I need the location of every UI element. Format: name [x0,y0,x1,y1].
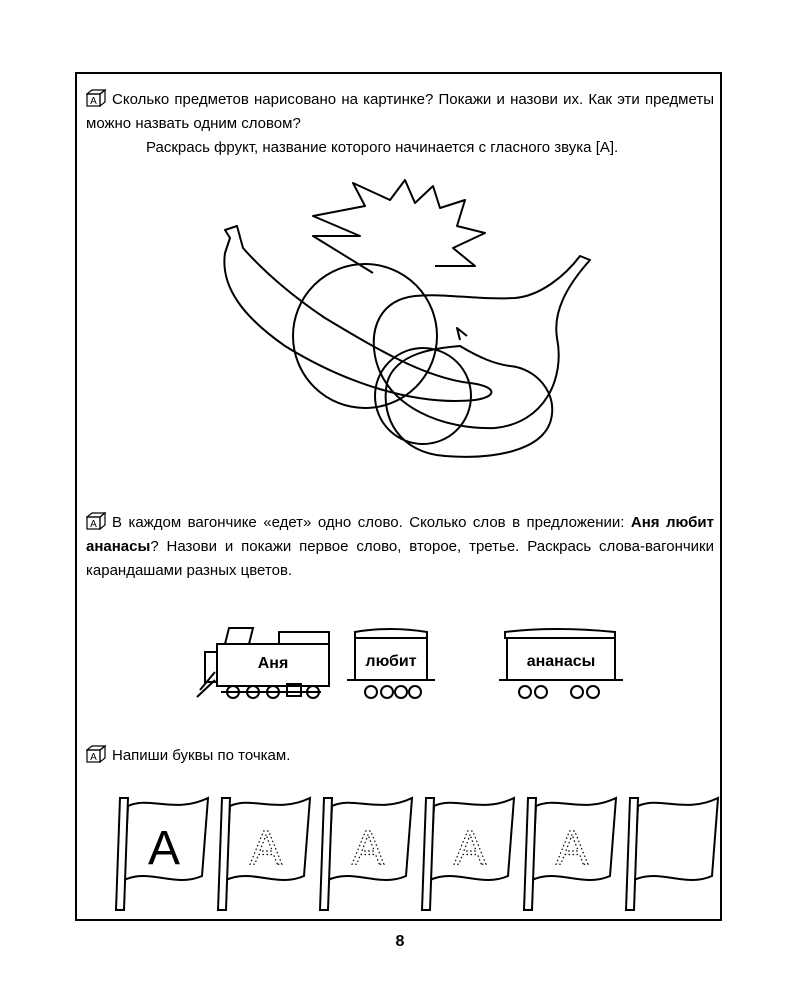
flag-letter-dotted: А [453,822,487,875]
banana-icon [224,226,491,401]
flag-letter-dotted: А [555,822,589,875]
task-2-text-before: В каждом вагончике «едет» одно слово. Сколько слов в предложении: [112,514,631,531]
flag-6 [626,798,718,910]
pear-icon [374,256,590,428]
task-2-paragraph [86,511,714,583]
flag-pole [626,798,638,910]
task-1-paragraph-1 [86,88,714,136]
flag-pole [116,798,128,910]
task-2-text-after: ? Назови и покажи первое слово, второе, третье. Раскрась слова-вагончики карандашами разных цветов. [86,538,714,579]
pineapple-icon [313,180,485,273]
flag-4 [422,798,514,910]
flag-letter-dotted: А [249,822,283,875]
svg-text:A: A [90,96,97,107]
page-number: 8 [395,933,405,950]
train-word-2: любит [365,653,417,670]
flags-row [110,788,720,918]
flag-pole [320,798,332,910]
train-word-1: Аня [257,655,289,672]
flag-pole [422,798,434,910]
pineapple-body [293,264,437,408]
abc-cube-icon [86,512,106,530]
task-1 [86,88,714,160]
orange-icon [375,348,471,444]
flag-1 [116,798,208,910]
flag-cloth [634,798,718,880]
abc-cube-icon [86,745,106,763]
flag-5 [524,798,616,910]
flag-letter-dotted: А [351,822,385,875]
task-3 [86,744,726,768]
svg-text:A: A [90,519,97,530]
task-3-instruction: Напиши буквы по точкам. [112,747,291,764]
train-word-3: ананасы [526,653,596,670]
svg-text:A: A [90,752,97,763]
task-2-sentence: Аня любит ананасы [86,514,714,555]
flag-pole [524,798,536,910]
flag-pole [218,798,230,910]
train [195,622,645,707]
task-2 [86,511,714,583]
flag-2 [218,798,310,910]
flag-letter-sample: А [147,822,181,875]
task-1-text-2: Раскрась фрукт, название которого начинается с гласного звука [А]. [146,139,619,156]
task-3-paragraph [86,744,726,768]
abc-cube-icon [86,89,106,107]
flag-3 [320,798,412,910]
task-1-text-1: Сколько предметов нарисовано на картинке? Покажи и назови их. Как эти предметы можно назвать одним словом? [86,91,714,132]
fruit-picture [195,178,615,483]
